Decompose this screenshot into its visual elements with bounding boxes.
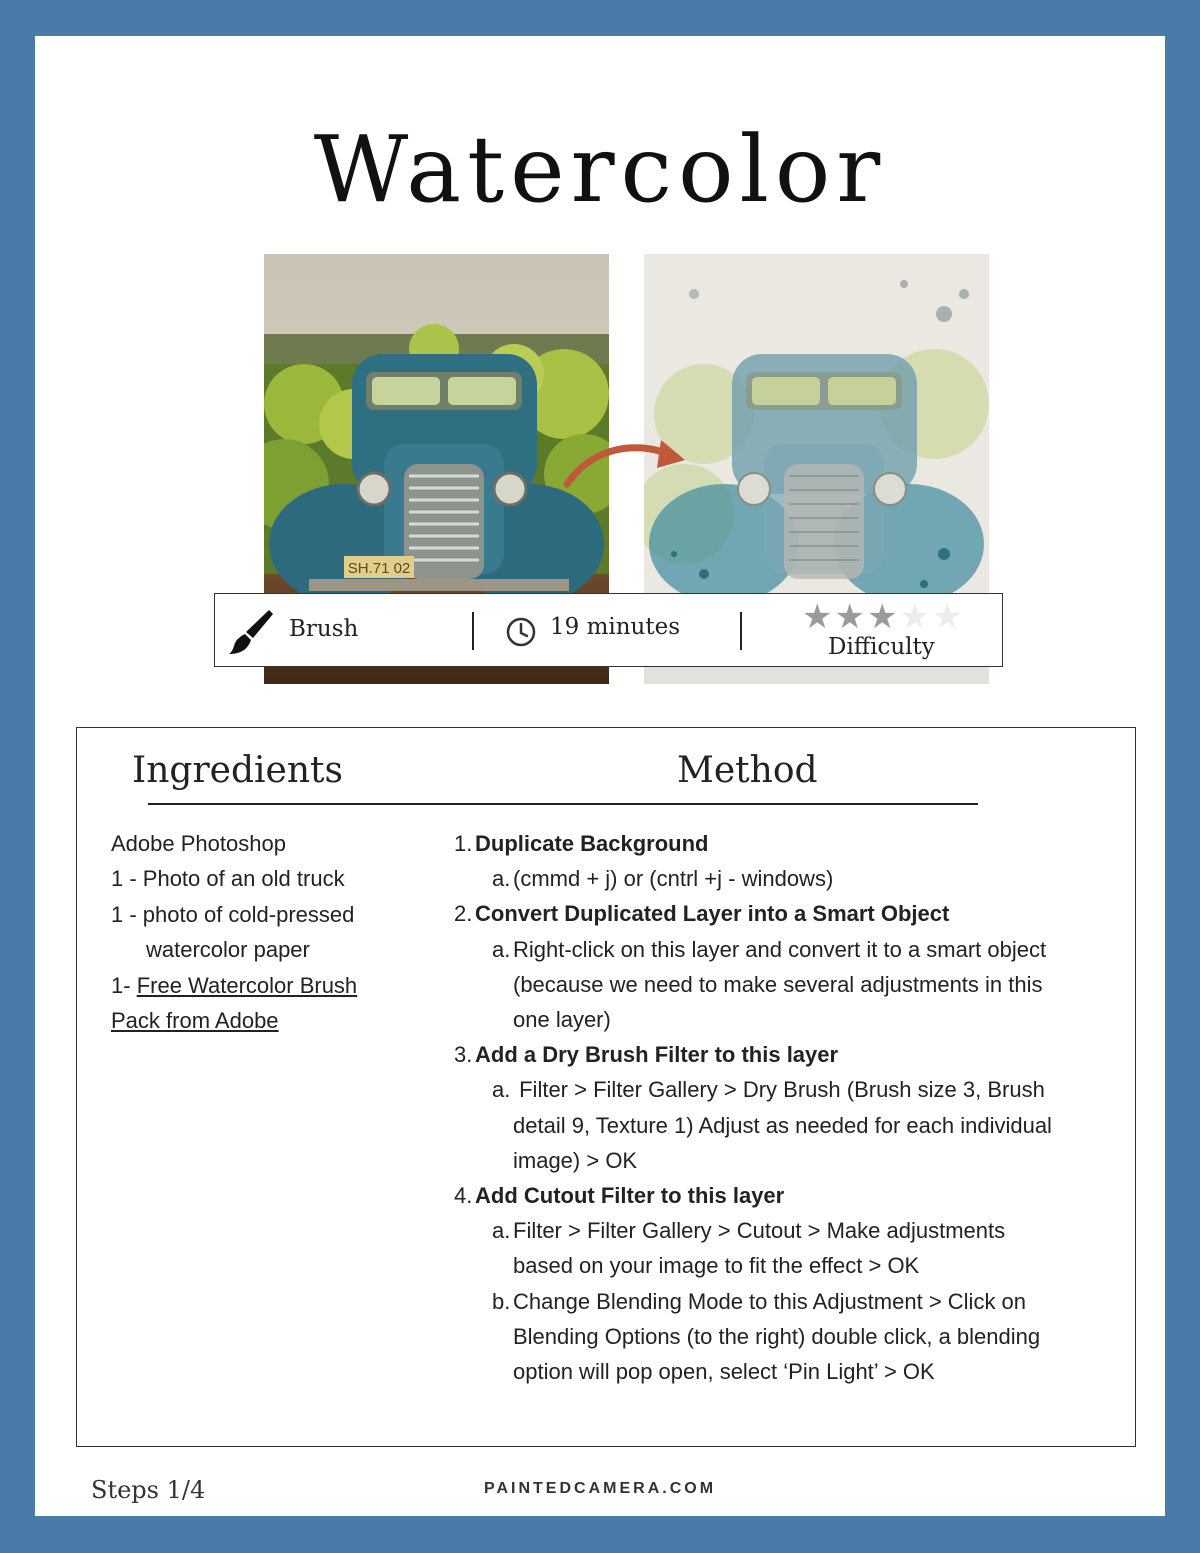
star-empty-icon: ★ [899, 598, 930, 636]
star-empty-icon: ★ [931, 598, 963, 636]
site-url[interactable]: PAINTEDCAMERA.COM [483, 1480, 717, 1497]
substep-letter: a. [492, 1077, 511, 1103]
substep-line: Change Blending Mode to this Adjustment > Click on [513, 1288, 1027, 1314]
brush-icon [227, 608, 273, 656]
substep-line: based on your image to fit the effect > OK [513, 1253, 920, 1279]
substep-text [513, 1213, 1005, 1283]
substep-line: Filter > Filter Gallery > Dry Brush (Brush size 3, Brush [513, 1077, 1045, 1103]
method-step [454, 826, 1104, 861]
star-filled-icon: ★ [802, 598, 833, 636]
divider [740, 612, 742, 650]
substep-text [513, 1284, 1040, 1390]
step-number: 1. [454, 831, 473, 856]
substep-line: Right-click on this layer and convert it to a smart object [513, 936, 1047, 962]
substep-line: option will pop open, select ‘Pin Light’ > OK [513, 1359, 935, 1385]
substep-letter: a. [492, 1218, 511, 1244]
ingredient-item: Adobe Photoshop [111, 831, 286, 856]
method-substep [454, 932, 1104, 1038]
step-number: 3. [454, 1042, 473, 1068]
method-substep [454, 1072, 1104, 1178]
substep-line: Blending Options (to the right) double click, a blending [513, 1323, 1041, 1349]
steps-counter: Steps 1/4 [91, 1476, 206, 1504]
substep-text [513, 1072, 1052, 1178]
heading-rule [148, 803, 978, 805]
substep-line: (because we need to make several adjustments in this [513, 971, 1043, 997]
brush-pack-link[interactable]: Pack from Adobe [111, 1008, 279, 1034]
step-title: Add a Dry Brush Filter to this layer [475, 1042, 839, 1068]
ingredients-list [111, 826, 411, 1038]
substep-text [513, 861, 833, 896]
substep-letter: a. [492, 936, 511, 962]
ingredient-item: watercolor paper [146, 937, 310, 963]
star-filled-icon: ★ [866, 598, 898, 636]
divider [472, 612, 474, 650]
recipe-page [35, 36, 1165, 1516]
brush-pack-link[interactable]: Free Watercolor Brush [136, 972, 358, 998]
method-list [454, 826, 1104, 1389]
transform-arrow-icon [563, 434, 693, 494]
substep-line: detail 9, Texture 1) Adjust as needed for each individual [513, 1112, 1052, 1138]
method-step [454, 1178, 1104, 1213]
info-bar [214, 593, 1003, 667]
svg-text:SH.71 02: SH.71 02 [347, 560, 411, 577]
step-title: Add Cutout Filter to this layer [475, 1183, 785, 1209]
step-title: Convert Duplicated Layer into a Smart Object [475, 901, 950, 927]
step-number: 2. [454, 901, 473, 927]
substep-line: Filter > Filter Gallery > Cutout > Make adjustments [513, 1218, 1006, 1244]
step-title: Duplicate Background [475, 831, 709, 856]
ingredient-item: 1 - Photo of an old truck [111, 866, 345, 892]
clock-icon [505, 616, 537, 648]
ingredient-item [111, 968, 411, 1003]
method-heading: Method [677, 750, 818, 791]
page-title: Watercolor [313, 116, 887, 223]
substep-line: image) > OK [513, 1147, 638, 1173]
star-filled-icon: ★ [834, 598, 865, 636]
substep-line: one layer) [513, 1007, 611, 1033]
difficulty-label: Difficulty [828, 634, 935, 660]
difficulty-stars [802, 600, 962, 634]
time-label: 19 minutes [550, 614, 681, 640]
ingredient-item: 1 - photo of cold-pressed [111, 901, 355, 927]
method-substep [454, 861, 1104, 896]
ingredients-heading: Ingredients [132, 750, 343, 791]
step-number: 4. [454, 1183, 473, 1209]
substep-letter: a. [492, 866, 511, 892]
substep-line: (cmmd + j) or (cntrl +j - windows) [513, 866, 834, 892]
method-substep [454, 1213, 1104, 1283]
ingredient-prefix: 1- [111, 972, 137, 998]
tool-label: Brush [289, 616, 359, 642]
method-substep [454, 1284, 1104, 1390]
substep-letter: b. [492, 1288, 511, 1314]
method-step [454, 1037, 1104, 1072]
method-step [454, 896, 1104, 931]
substep-text [513, 932, 1046, 1038]
